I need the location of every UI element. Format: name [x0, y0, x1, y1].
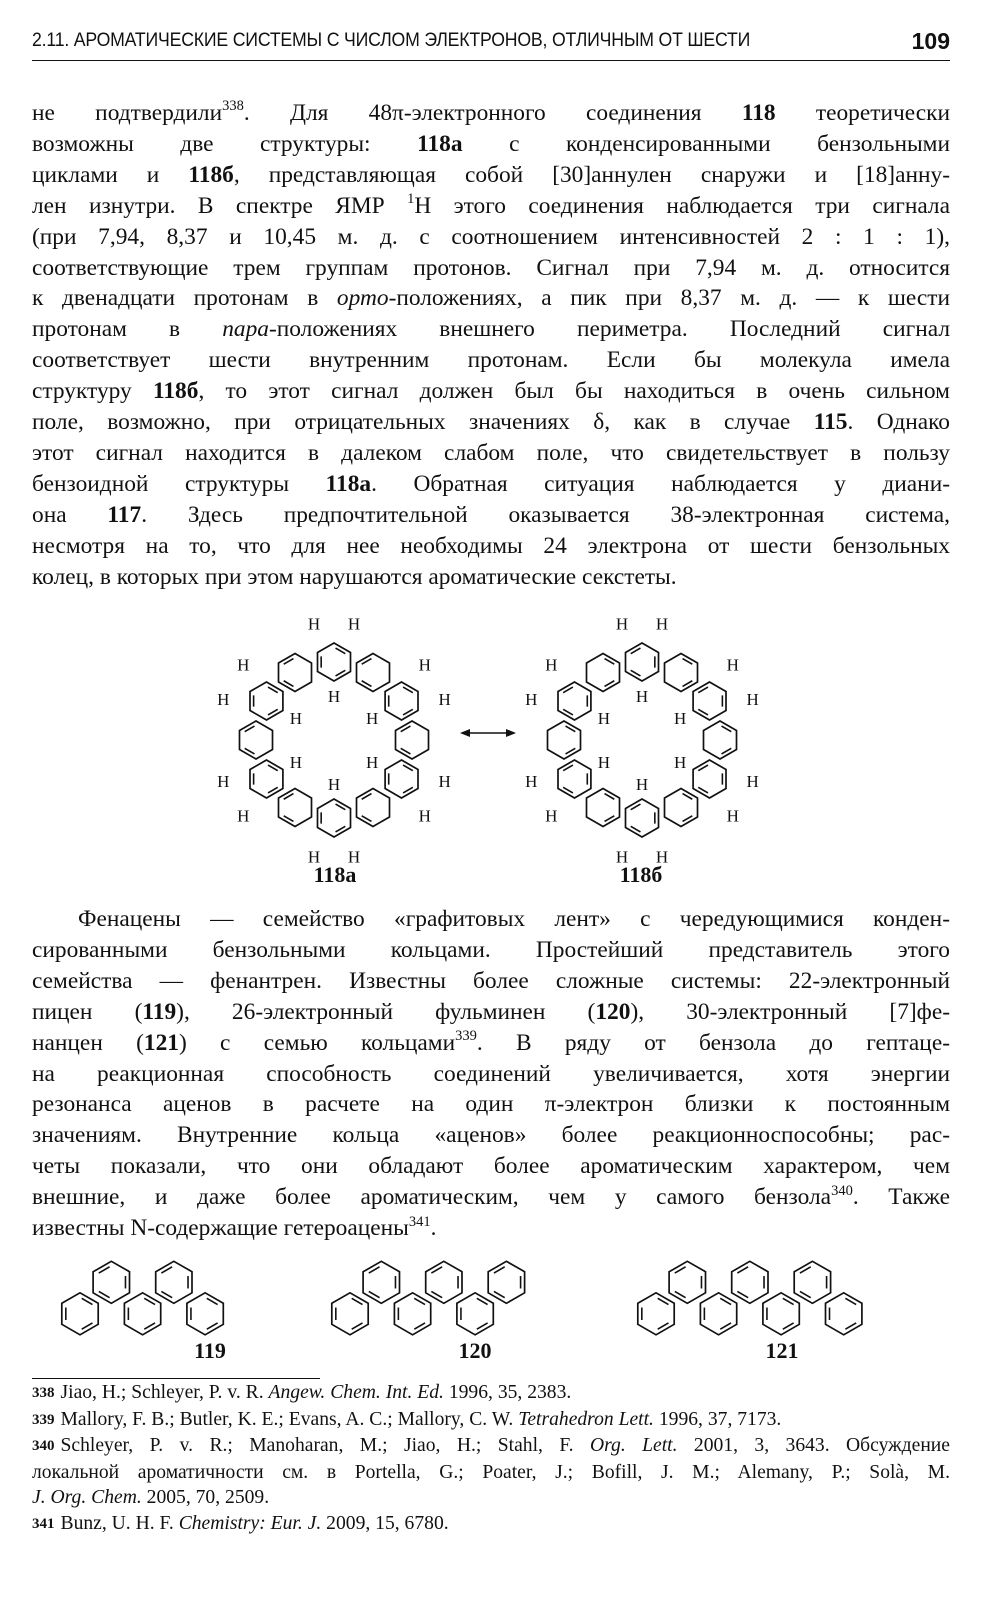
ring [587, 789, 620, 827]
hydrogen-label: H [347, 614, 361, 634]
hydrogen-label: H [597, 709, 611, 728]
hydrogen-label: H [237, 655, 250, 675]
text-line: колец, в которых при этом нарушаются ароматические секстеты. [32, 563, 677, 590]
hydrogen-label: H [217, 771, 230, 791]
ring [156, 1261, 192, 1303]
hydrogen-label: H [615, 847, 629, 867]
text-line: бензоидной структуры 118а. Обратная ситуация наблюдается у диани- [32, 470, 951, 497]
structure-label-118b: 118б [619, 862, 663, 887]
hydrogen-label: H [655, 614, 669, 634]
hydrogen-label: H [673, 709, 687, 728]
kekulene-structures-diagram [0, 600, 1006, 890]
text-line: значениям. Внутренние кольца «аценов» более реакционноспособны; рас- [32, 1122, 950, 1149]
hydrogen-label: H [438, 690, 451, 710]
ring [318, 643, 351, 681]
text-line: на реакционная способность соединений увеличивается, хотя энергии [32, 1060, 950, 1087]
ring [558, 682, 591, 720]
hydrogen-label: H [673, 753, 687, 772]
ring [638, 1293, 674, 1335]
figure-118-structures [0, 600, 1006, 890]
hydrogen-label: H [525, 771, 538, 791]
hydrogen-label: H [307, 847, 321, 867]
structure-label-120: 120 [458, 1338, 492, 1363]
arrow-head-left [460, 729, 470, 737]
text-line: нанцен (121) с семью кольцами$^{339}$. В ряду от бензола до гептаце- [32, 1028, 950, 1056]
ring [794, 1261, 830, 1303]
hydrogen-label: H [746, 690, 759, 710]
footnote: 340 Schleyer, P. v. R.; Manoharan, M.; Jiao, H.; Stahl, F. Org. Lett. 2001, 3, 3643. Обсуждение [32, 1435, 950, 1457]
text-line: она 117. Здесь предпочтительной оказывается 38-электронная система, [32, 501, 950, 528]
ring [279, 654, 312, 692]
ring [665, 789, 698, 827]
text-line: не подтвердили$^{338}$. Для 48π-электронного соединения 118 теоретически [32, 98, 950, 126]
hydrogen-label: H [746, 771, 759, 791]
hydrogen-label: H [217, 690, 230, 710]
hydrogen-label: H [327, 775, 341, 794]
text-line: четы показали, что они обладают более ароматическим характером, чем [32, 1153, 950, 1180]
structure-label-118a: 118а [313, 862, 357, 887]
running-header [32, 26, 950, 61]
hydrogen-label: H [726, 806, 739, 826]
hydrogen-label: H [365, 709, 379, 728]
ring [457, 1293, 493, 1335]
ring [732, 1261, 768, 1303]
ring [626, 799, 659, 837]
paragraph-2 [32, 904, 950, 1244]
ring [626, 643, 659, 681]
ring [187, 1293, 223, 1335]
text-line: этот сигнал находится в далеком слабом поле, что свидетельствует в пользу [32, 439, 950, 466]
structure-label-121: 121 [765, 1338, 799, 1363]
ring [93, 1261, 129, 1303]
ring [385, 760, 418, 798]
hydrogen-label: H [365, 753, 379, 772]
footnote-rule [32, 1378, 320, 1379]
ring [394, 1293, 430, 1335]
ring [669, 1261, 705, 1303]
footnote: 338 Jiao, H.; Schleyer, P. v. R. Angew. Chem. Int. Ed. 1996, 35, 2383. [32, 1382, 572, 1403]
text-line: пицен (119), 26-электронный фульминен (120), 30-электронный [7]фе- [32, 998, 951, 1025]
ring [385, 682, 418, 720]
footnote: 339 Mallory, F. B.; Butler, K. E.; Evans, A. C.; Mallory, C. W. Tetrahedron Lett. 1996, 37, 7173. [32, 1408, 782, 1430]
ring [426, 1261, 462, 1303]
hydrogen-label: H [545, 806, 558, 826]
ring [250, 682, 283, 720]
text-line: структуру 118б, то этот сигнал должен был бы находиться в очень сильном [32, 378, 950, 405]
ring [250, 760, 283, 798]
hydrogen-label: H [418, 655, 431, 675]
section-title: 2.11. АРОМАТИЧЕСКИЕ СИСТЕМЫ С ЧИСЛОМ ЭЛЕКТРОНОВ, ОТЛИЧНЫМ ОТ ШЕСТИ [32, 30, 751, 51]
text-line: поле, возможно, при отрицательных значениях δ, как в случае 115. Однако [32, 409, 950, 436]
hydrogen-label: H [655, 847, 669, 867]
ring [396, 721, 429, 759]
text-line: соответствует шести внутренним протонам. Если бы молекула имела [32, 347, 950, 374]
ring [488, 1261, 524, 1303]
figure-phenacenes [0, 1250, 1006, 1345]
footnotes [32, 1380, 950, 1538]
hydrogen-label: H [347, 847, 361, 867]
hydrogen-label: H [418, 806, 431, 826]
text-line: циклами и 118б, представляющая собой [30]аннулен снаружи и [18]анну- [32, 161, 950, 188]
hydrogen-label: H [597, 753, 611, 772]
hydrogen-label: H [635, 687, 649, 706]
footnote-continuation: локальной ароматичности см. в Portella, G.; Poater, J.; Bofill, J. M.; Alemany, P.; Solà, M. [32, 1461, 950, 1483]
ring [332, 1293, 368, 1335]
ring [700, 1293, 736, 1335]
text-line: возможны две структуры: 118а с конденсированными бензольными [32, 130, 951, 157]
page-number: 109 [911, 28, 950, 54]
hydrogen-label: H [327, 687, 341, 706]
text-line: известны N-содержащие гетероацены$^{341}$. [32, 1213, 437, 1242]
ring [826, 1293, 862, 1335]
ring [665, 654, 698, 692]
ring [763, 1293, 799, 1335]
phenacenes-diagram [0, 1250, 1006, 1345]
hydrogen-label: H [635, 775, 649, 794]
ring [704, 721, 737, 759]
hydrogen-label: H [237, 806, 250, 826]
text-line: Фенацены — семейство «графитовых лент» с чередующимися конден- [78, 906, 950, 932]
text-line: лен изнутри. В спектре ЯМР $^1$Н этого соединения наблюдается три сигнала [32, 191, 950, 219]
ring [62, 1293, 98, 1335]
ring [279, 789, 312, 827]
hydrogen-label: H [726, 655, 739, 675]
ring [363, 1261, 399, 1303]
hydrogen-label: H [525, 690, 538, 710]
ring [548, 721, 581, 759]
ring [357, 654, 390, 692]
hydrogen-label: H [545, 655, 558, 675]
footnote: 341 Bunz, U. H. F. Chemistry: Eur. J. 2009, 15, 6780. [32, 1512, 449, 1534]
ring [693, 682, 726, 720]
text-line: резонанса аценов в расчете на один π-электрон близки к постоянным [32, 1091, 950, 1118]
text-line: сированными бензольными кольцами. Простейший представитель этого [32, 936, 950, 963]
hydrogen-label: H [289, 709, 303, 728]
ring [124, 1293, 160, 1335]
paragraph-1 [32, 98, 950, 593]
ring [693, 760, 726, 798]
ring [587, 654, 620, 692]
structure-label-119: 119 [194, 1338, 226, 1363]
text-line: (при 7,94, 8,37 и 10,45 м. д. с соотношением интенсивностей 2 : 1 : 1), [32, 223, 950, 250]
text-line: протонам в пара-положениях внешнего периметра. Последний сигнал [32, 316, 950, 343]
hydrogen-label: H [615, 614, 629, 634]
arrow-head-right [506, 729, 516, 737]
hydrogen-label: H [289, 753, 303, 772]
text-line: соответствующие трем группам протонов. Сигнал при 7,94 м. д. относится [32, 254, 950, 281]
hydrogen-label: H [307, 614, 321, 634]
text-line: семейства — фенантрен. Известны более сложные системы: 22-электронный [32, 967, 950, 994]
ring [558, 760, 591, 798]
ring [318, 799, 351, 837]
ring [240, 721, 273, 759]
hydrogen-label: H [438, 771, 451, 791]
text-line: несмотря на то, что для нее необходимы 24 электрона от шести бензольных [32, 532, 950, 559]
footnote-continuation: J. Org. Chem. 2005, 70, 2509. [32, 1487, 270, 1509]
text-line: к двенадцати протонам в орто-положениях, а пик при 8,37 м. д. — к шести [32, 285, 951, 312]
ring [357, 789, 390, 827]
text-line: внешние, и даже более ароматическим, чем у самого бензола$^{340}$. Также [32, 1182, 950, 1211]
